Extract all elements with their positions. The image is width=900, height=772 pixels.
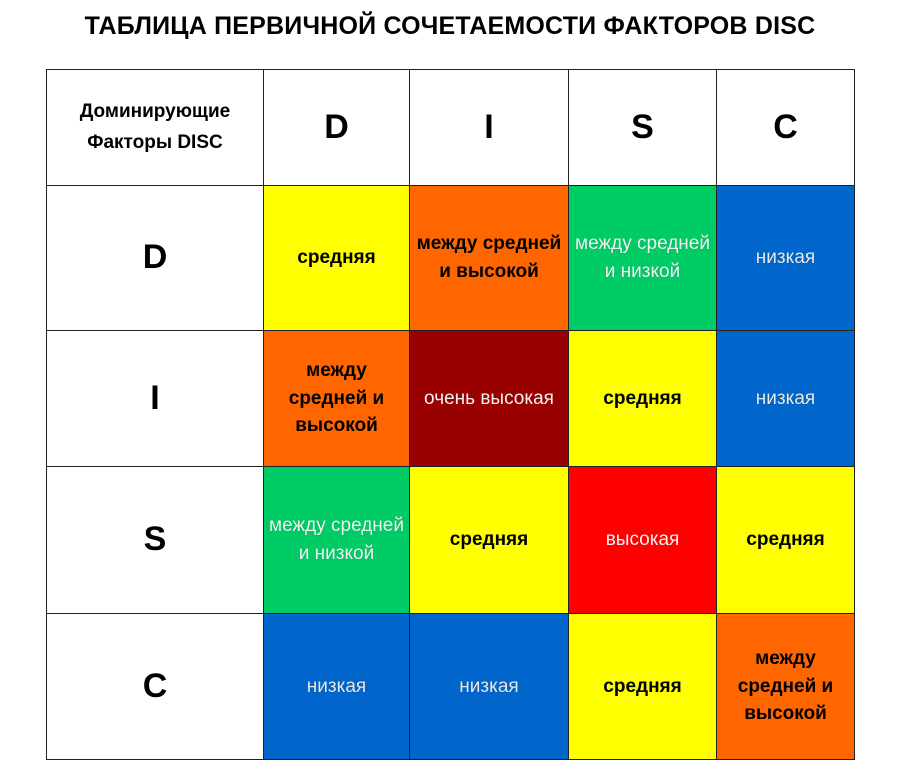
cell-d-s: между средней и низкой [569, 186, 717, 331]
cell-c-c: между средней и высокой [717, 614, 855, 760]
column-header-s: S [569, 70, 717, 186]
column-header-d: D [264, 70, 410, 186]
cell-c-d: низкая [264, 614, 410, 760]
cell-s-d: между средней и низкой [264, 467, 410, 614]
cell-s-i: средняя [410, 467, 569, 614]
column-header-i: I [410, 70, 569, 186]
cell-i-d: между средней и высокой [264, 331, 410, 467]
row-header-c: C [47, 614, 264, 760]
disc-compatibility-table [46, 69, 855, 760]
cell-d-d: средняя [264, 186, 410, 331]
cell-i-i: очень высокая [410, 331, 569, 467]
cell-c-i: низкая [410, 614, 569, 760]
table-header-row [47, 70, 855, 186]
cell-i-c: низкая [717, 331, 855, 467]
table-row-s [47, 467, 855, 614]
cell-c-s: средняя [569, 614, 717, 760]
cell-d-i: между средней и высокой [410, 186, 569, 331]
row-header-i: I [47, 331, 264, 467]
cell-i-s: средняя [569, 331, 717, 467]
page-title: ТАБЛИЦА ПЕРВИЧНОЙ СОЧЕТАЕМОСТИ ФАКТОРОВ DISC [84, 12, 816, 40]
cell-s-c: средняя [717, 467, 855, 614]
column-header-c: C [717, 70, 855, 186]
table-row-d [47, 186, 855, 331]
table-row-i [47, 331, 855, 467]
corner-header: Доминирующие Факторы DISC [47, 70, 264, 186]
cell-d-c: низкая [717, 186, 855, 331]
table-row-c [47, 614, 855, 760]
row-header-d: D [47, 186, 264, 331]
cell-s-s: высокая [569, 467, 717, 614]
row-header-s: S [47, 467, 264, 614]
